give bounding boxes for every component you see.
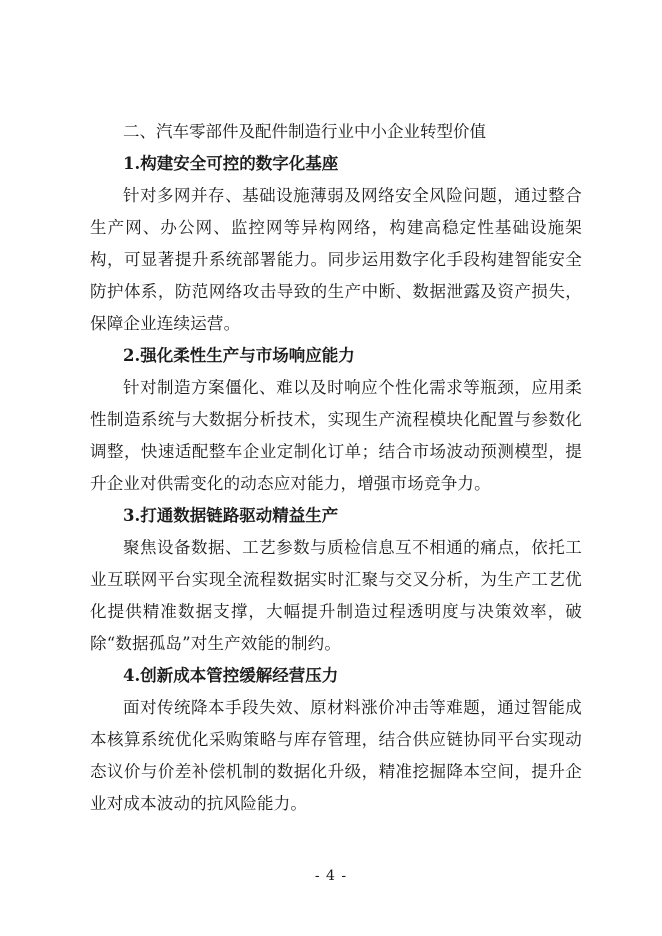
paragraph-3: 聚焦设备数据、工艺参数与质检信息互不相通的痛点，依托工业互联网平台实现全流程数据实时汇聚与交叉分析，为生产工艺优化提供精准数据支撑，大幅提升制造过程透明度与决策效率，破除“数据孤岛”对生产效能的制约。: [90, 538, 582, 653]
subheading-2: 2.强化柔性生产与市场响应能力: [123, 346, 355, 365]
subheading-1: 1.构建安全可控的数字化基座: [123, 154, 339, 173]
subheading-3: 3.打通数据链路驱动精益生产: [123, 506, 339, 525]
document-body: [90, 116, 582, 820]
paragraph-4: 面对传统降本手段失效、原材料涨价冲击等难题，通过智能成本核算系统优化采购策略与库存管理，结合供应链协同平台实现动态议价与价差补偿机制的数据化升级，精准挖掘降本空间，提升企业对成本波动的抗风险能力。: [90, 698, 582, 813]
paragraph-2: 针对制造方案僵化、难以及时响应个性化需求等瓶颈，应用柔性制造系统与大数据分析技术，实现生产流程模块化配置与参数化调整，快速适配整车企业定制化订单；结合市场波动预测模型，提升企业对供需变化的动态应对能力，增强市场竞争力。: [90, 378, 582, 493]
subheading-4: 4.创新成本管控缓解经营压力: [123, 666, 339, 685]
page-number: - 4 -: [314, 868, 348, 884]
paragraph-1: 针对多网并存、基础设施薄弱及网络安全风险问题，通过整合生产网、办公网、监控网等异构网络，构建高稳定性基础设施架构，可显著提升系统部署能力。同步运用数字化手段构建智能安全防护体系，防范网络攻击导致的生产中断、数据泄露及资产损失，保障企业连续运营。: [90, 186, 582, 333]
section-title: 二、汽车零部件及配件制造行业中小企业转型价值: [123, 122, 486, 141]
